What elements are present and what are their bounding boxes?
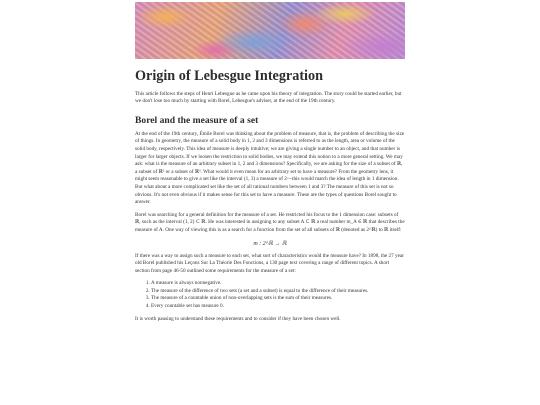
paragraph-requirements-reflection: It is worth pausing to understand these requirements and to consider if they have been chosen well. (135, 315, 341, 322)
article-page (135, 0, 405, 329)
paragraph-measure-problem: At the end of the 19th century, Émile Borel was thinking about the problem of measure, that is, the problem of describing the size of things. In geometry, the measure of a solid body in 1, 2 and 3 dimensions is referred to as the length, area or volume of the solid body, respectively. This idea of measure is deeply intuitive; we are giving a single number to an object, and that number is larger for larger objects. If we loosen the restriction to solid bodies, we may extend this notion to a more general setting. We may ask: what is the measure of an arbitrary subset in 1, 2 and 3 dimensions? Specifically, we are asking for the size of a subset of ℝ, a subset of ℝ² or a subset of ℝ³. What would it even mean for an arbitrary set to have a measure? From the geometry lens, it might seem reasonable to give a set like the interval (1, 3) a measure of 2—this would match the idea of length in 1 dimension. But what about a more complicated set like the set of all rational numbers between 1 and 3? The measure of this set is not so obvious. It's not even obvious if it makes sense for this set to have a measure. These are the types of questions Borel sought to answer. (135, 130, 405, 206)
paragraph-borel-definition: Borel was searching for a general definition for the measure of a set. He restricted his focus to the 1 dimension case: subsets of ℝ, such as the interval (1, 2) ⊂ ℝ. He was interested in assigning to any subset A ⊂ ℝ a real number m_A ∈ ℝ that describes the measure of A. One way of viewing this is as a search for a function from the set of all subsets of ℝ (denoted as 2^ℝ) to ℝ itself: (135, 211, 405, 233)
list-item: 3. The measure of a countable union of non-overlapping sets is the sum of their measures. (151, 295, 405, 302)
intro-paragraph: This article follows the steps of Henri Lebesgue as he came upon his theory of integration. The story could be started earlier, but we don't lose too much by starting with Borel, Lebesgue's adviser, at the end of the 19th century. (135, 90, 402, 105)
measure-function-formula: m : 2^ℝ → ℝ (253, 240, 287, 247)
article-title: Origin of Lebesgue Integration (135, 68, 323, 84)
section-heading: Borel and the measure of a set (135, 114, 259, 126)
requirements-list (135, 280, 405, 310)
list-item: 2. The measure of the difference of two sets (a set and a subset) is equal to the difference of their measures. (151, 288, 405, 295)
paragraph-borel-lecons: If there was a way to assign such a measure to each set, what sort of characteristics would the measure have? In 1898, the 27 year old Borel published his Leçons Sur La Théorie Des Fonctions, a 130 page text covering a range of different topics. A short section from page 46-50 outlined some requirements for the measure of a set: (135, 252, 404, 274)
list-item: 4. Every countable set has measure 0. (151, 303, 405, 310)
list-item: 1. A measure is always nonnegative. (151, 280, 405, 287)
header-banner-image (135, 2, 405, 59)
